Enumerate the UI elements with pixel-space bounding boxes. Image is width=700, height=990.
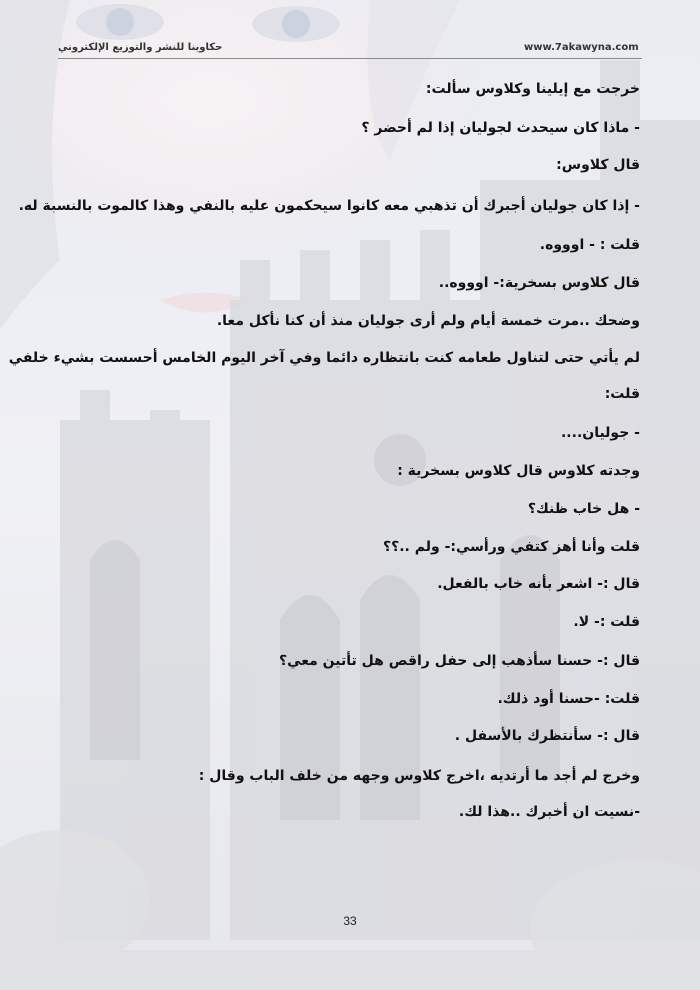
- text-line: وخرج لم أجد ما أرتديه ،اخرج كلاوس وجهه من خلف الباب وقال :: [198, 768, 640, 784]
- text-line: -نسيت ان أخبرك ..هذا لك.: [458, 804, 640, 820]
- text-line: - ماذا كان سيحدث لجوليان إذا لم أحضر ؟: [361, 120, 640, 136]
- text-line: لم يأتي حتى لتناول طعامه كنت بانتظاره دائما وفي آخر اليوم الخامس أحسست بشيء خلفي: [8, 350, 640, 366]
- text-line: قلت:: [604, 386, 640, 402]
- text-line: قلت :- لا.: [573, 614, 640, 630]
- text-line: قال :- حسنا سأذهب إلى حفل راقص هل تأتين معي؟: [278, 653, 640, 669]
- text-line: وجدته كلاوس قال كلاوس بسخرية :: [397, 463, 640, 479]
- text-line: قال :- اشعر بأنه خاب بالفعل.: [437, 576, 640, 592]
- text-line: قال كلاوس:: [556, 157, 640, 173]
- text-line: قال :- سأنتظرك بالأسفل .: [454, 728, 640, 744]
- header-publisher: حكاوينا للنشر والتوزيع الإلكتروني: [58, 42, 223, 53]
- story-text: [8, 80, 640, 821]
- text-line: - هل خاب ظنك؟: [527, 501, 640, 517]
- text-line: قلت: -حسنا أود ذلك.: [497, 691, 640, 707]
- text-line: قلت وأنا أهز كتفي ورأسي:- ولم ..؟؟: [383, 539, 640, 555]
- text-line: قلت : - اوووه.: [539, 237, 640, 253]
- header-divider: [58, 58, 642, 59]
- page-number: 33: [343, 914, 357, 928]
- page-header: [58, 40, 642, 60]
- text-line: - جوليان....: [560, 425, 640, 441]
- text-line: قال كلاوس بسخرية:- اوووه..: [438, 275, 640, 291]
- text-line: - إذا كان جوليان أجبرك أن تذهبي معه كانوا سيحكمون عليه بالنفي وهذا كالموت بالنسبة له.: [18, 198, 640, 214]
- text-line: وضحك ..مرت خمسة أيام ولم أرى جوليان منذ أن كنا نأكل معا.: [216, 313, 640, 329]
- header-website: www.7akawyna.com: [524, 42, 639, 53]
- text-line: خرجت مع إيلينا وكلاوس سألت:: [425, 81, 640, 97]
